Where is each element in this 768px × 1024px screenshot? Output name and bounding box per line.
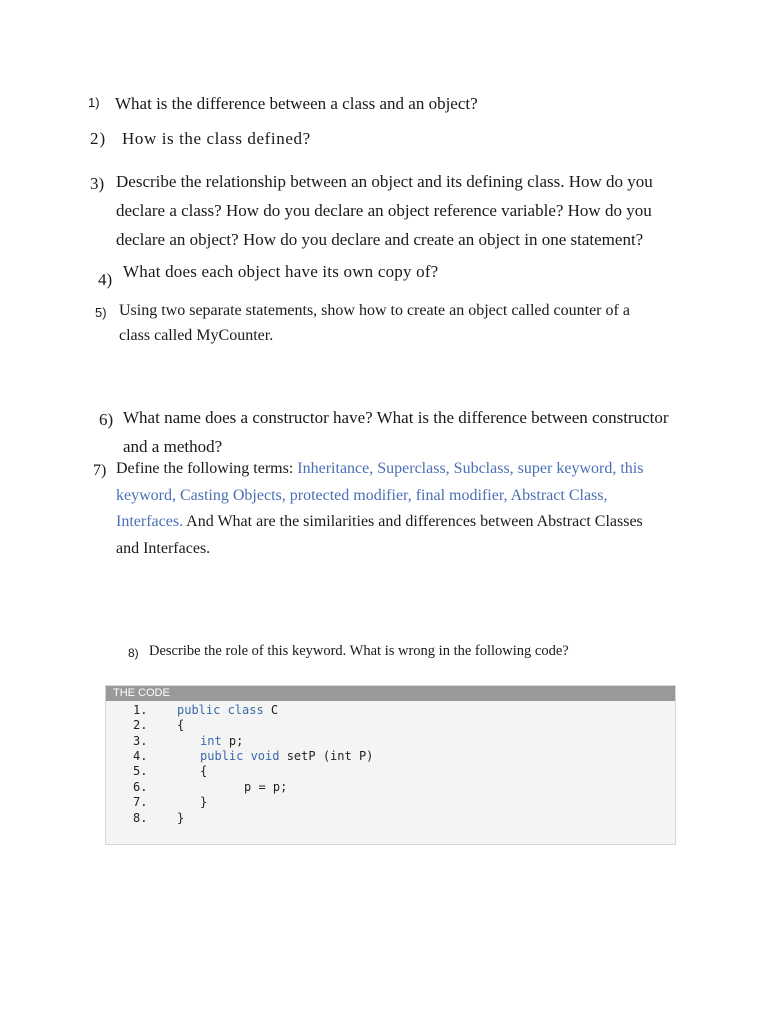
code-keyword: public void bbox=[200, 749, 280, 763]
code-line-4-content bbox=[200, 749, 373, 763]
question-6-line-1: What name does a constructor have? What is the difference between constructor bbox=[123, 408, 669, 427]
question-3-line-2: declare a class? How do you declare an object reference variable? How do you bbox=[116, 201, 652, 220]
code-keyword: public class bbox=[177, 703, 264, 717]
question-7-line-1 bbox=[116, 460, 643, 478]
code-line-6-content bbox=[244, 780, 287, 794]
question-5-line-1: Using two separate statements, show how to create an object called counter of a bbox=[119, 302, 630, 319]
line-number: 7. bbox=[133, 795, 148, 809]
line-number: 3. bbox=[133, 734, 148, 748]
code-line-3 bbox=[133, 734, 147, 748]
code-line-5-content bbox=[200, 764, 207, 778]
line-number: 2. bbox=[133, 718, 148, 732]
code-line-1 bbox=[133, 703, 147, 717]
code-line-3-content bbox=[200, 734, 243, 748]
code-block bbox=[105, 685, 676, 845]
code-text: C bbox=[263, 703, 279, 717]
question-7-number: 7) bbox=[93, 462, 107, 479]
question-2-number: 2) bbox=[90, 129, 107, 148]
code-text: setP (int P) bbox=[279, 749, 374, 763]
line-number: 6. bbox=[133, 780, 148, 794]
code-line-1-content bbox=[177, 703, 278, 717]
question-3-line-3: declare an object? How do you declare and create an object in one statement? bbox=[116, 230, 644, 249]
question-6-line-2: and a method? bbox=[123, 437, 223, 456]
line-number: 8. bbox=[133, 811, 148, 825]
question-3-line-1: Describe the relationship between an object and its defining class. How do you bbox=[116, 172, 653, 191]
question-7-line-3 bbox=[116, 513, 643, 531]
question-7-intro: Define the following terms: bbox=[116, 460, 298, 477]
question-8-number: 8) bbox=[128, 646, 139, 660]
question-4-number: 4) bbox=[98, 270, 113, 289]
code-keyword: int bbox=[200, 734, 222, 748]
question-5-number: 5) bbox=[95, 305, 107, 320]
code-line-6 bbox=[133, 780, 147, 794]
line-number: 5. bbox=[133, 764, 148, 778]
line-number: 4. bbox=[133, 749, 148, 763]
question-7-followup-end: and Interfaces. bbox=[116, 540, 211, 557]
question-2-text: How is the class defined? bbox=[122, 129, 311, 148]
code-line-2 bbox=[133, 718, 147, 732]
question-7-line-2 bbox=[116, 487, 608, 505]
question-5-line-2: class called MyCounter. bbox=[119, 327, 274, 344]
code-line-2-content bbox=[177, 718, 184, 732]
code-line-8-content bbox=[177, 811, 184, 825]
line-number: 1. bbox=[133, 703, 148, 717]
question-8-text: Describe the role of this keyword. What is wrong in the following code? bbox=[149, 643, 569, 659]
question-1-text: What is the difference between a class and an object? bbox=[115, 94, 478, 113]
code-line-7-content bbox=[200, 795, 207, 809]
question-7-terms-3: Interfaces. bbox=[116, 513, 184, 530]
code-line-4 bbox=[133, 749, 147, 763]
code-line-8 bbox=[133, 811, 147, 825]
question-4-text: What does each object have its own copy of? bbox=[123, 262, 439, 281]
question-7-terms-2: keyword, Casting Objects, protected modifier, final modifier, Abstract Class, bbox=[116, 487, 608, 504]
code-text: { bbox=[177, 718, 185, 732]
question-7-followup: And What are the similarities and differences between Abstract Classes bbox=[183, 513, 643, 530]
code-header: THE CODE bbox=[106, 686, 675, 701]
code-text: } bbox=[177, 811, 185, 825]
code-text: { bbox=[200, 764, 208, 778]
question-1-number: 1) bbox=[88, 95, 100, 110]
code-line-5 bbox=[133, 764, 147, 778]
question-6-number: 6) bbox=[99, 410, 114, 429]
code-line-7 bbox=[133, 795, 147, 809]
code-text: } bbox=[200, 795, 208, 809]
question-3-number: 3) bbox=[90, 174, 105, 193]
code-text: p = p; bbox=[244, 780, 288, 794]
question-7-terms-1: Inheritance, Superclass, Subclass, super keyword, this bbox=[297, 460, 644, 477]
question-7-line-4 bbox=[116, 540, 210, 558]
code-text: p; bbox=[221, 734, 244, 748]
